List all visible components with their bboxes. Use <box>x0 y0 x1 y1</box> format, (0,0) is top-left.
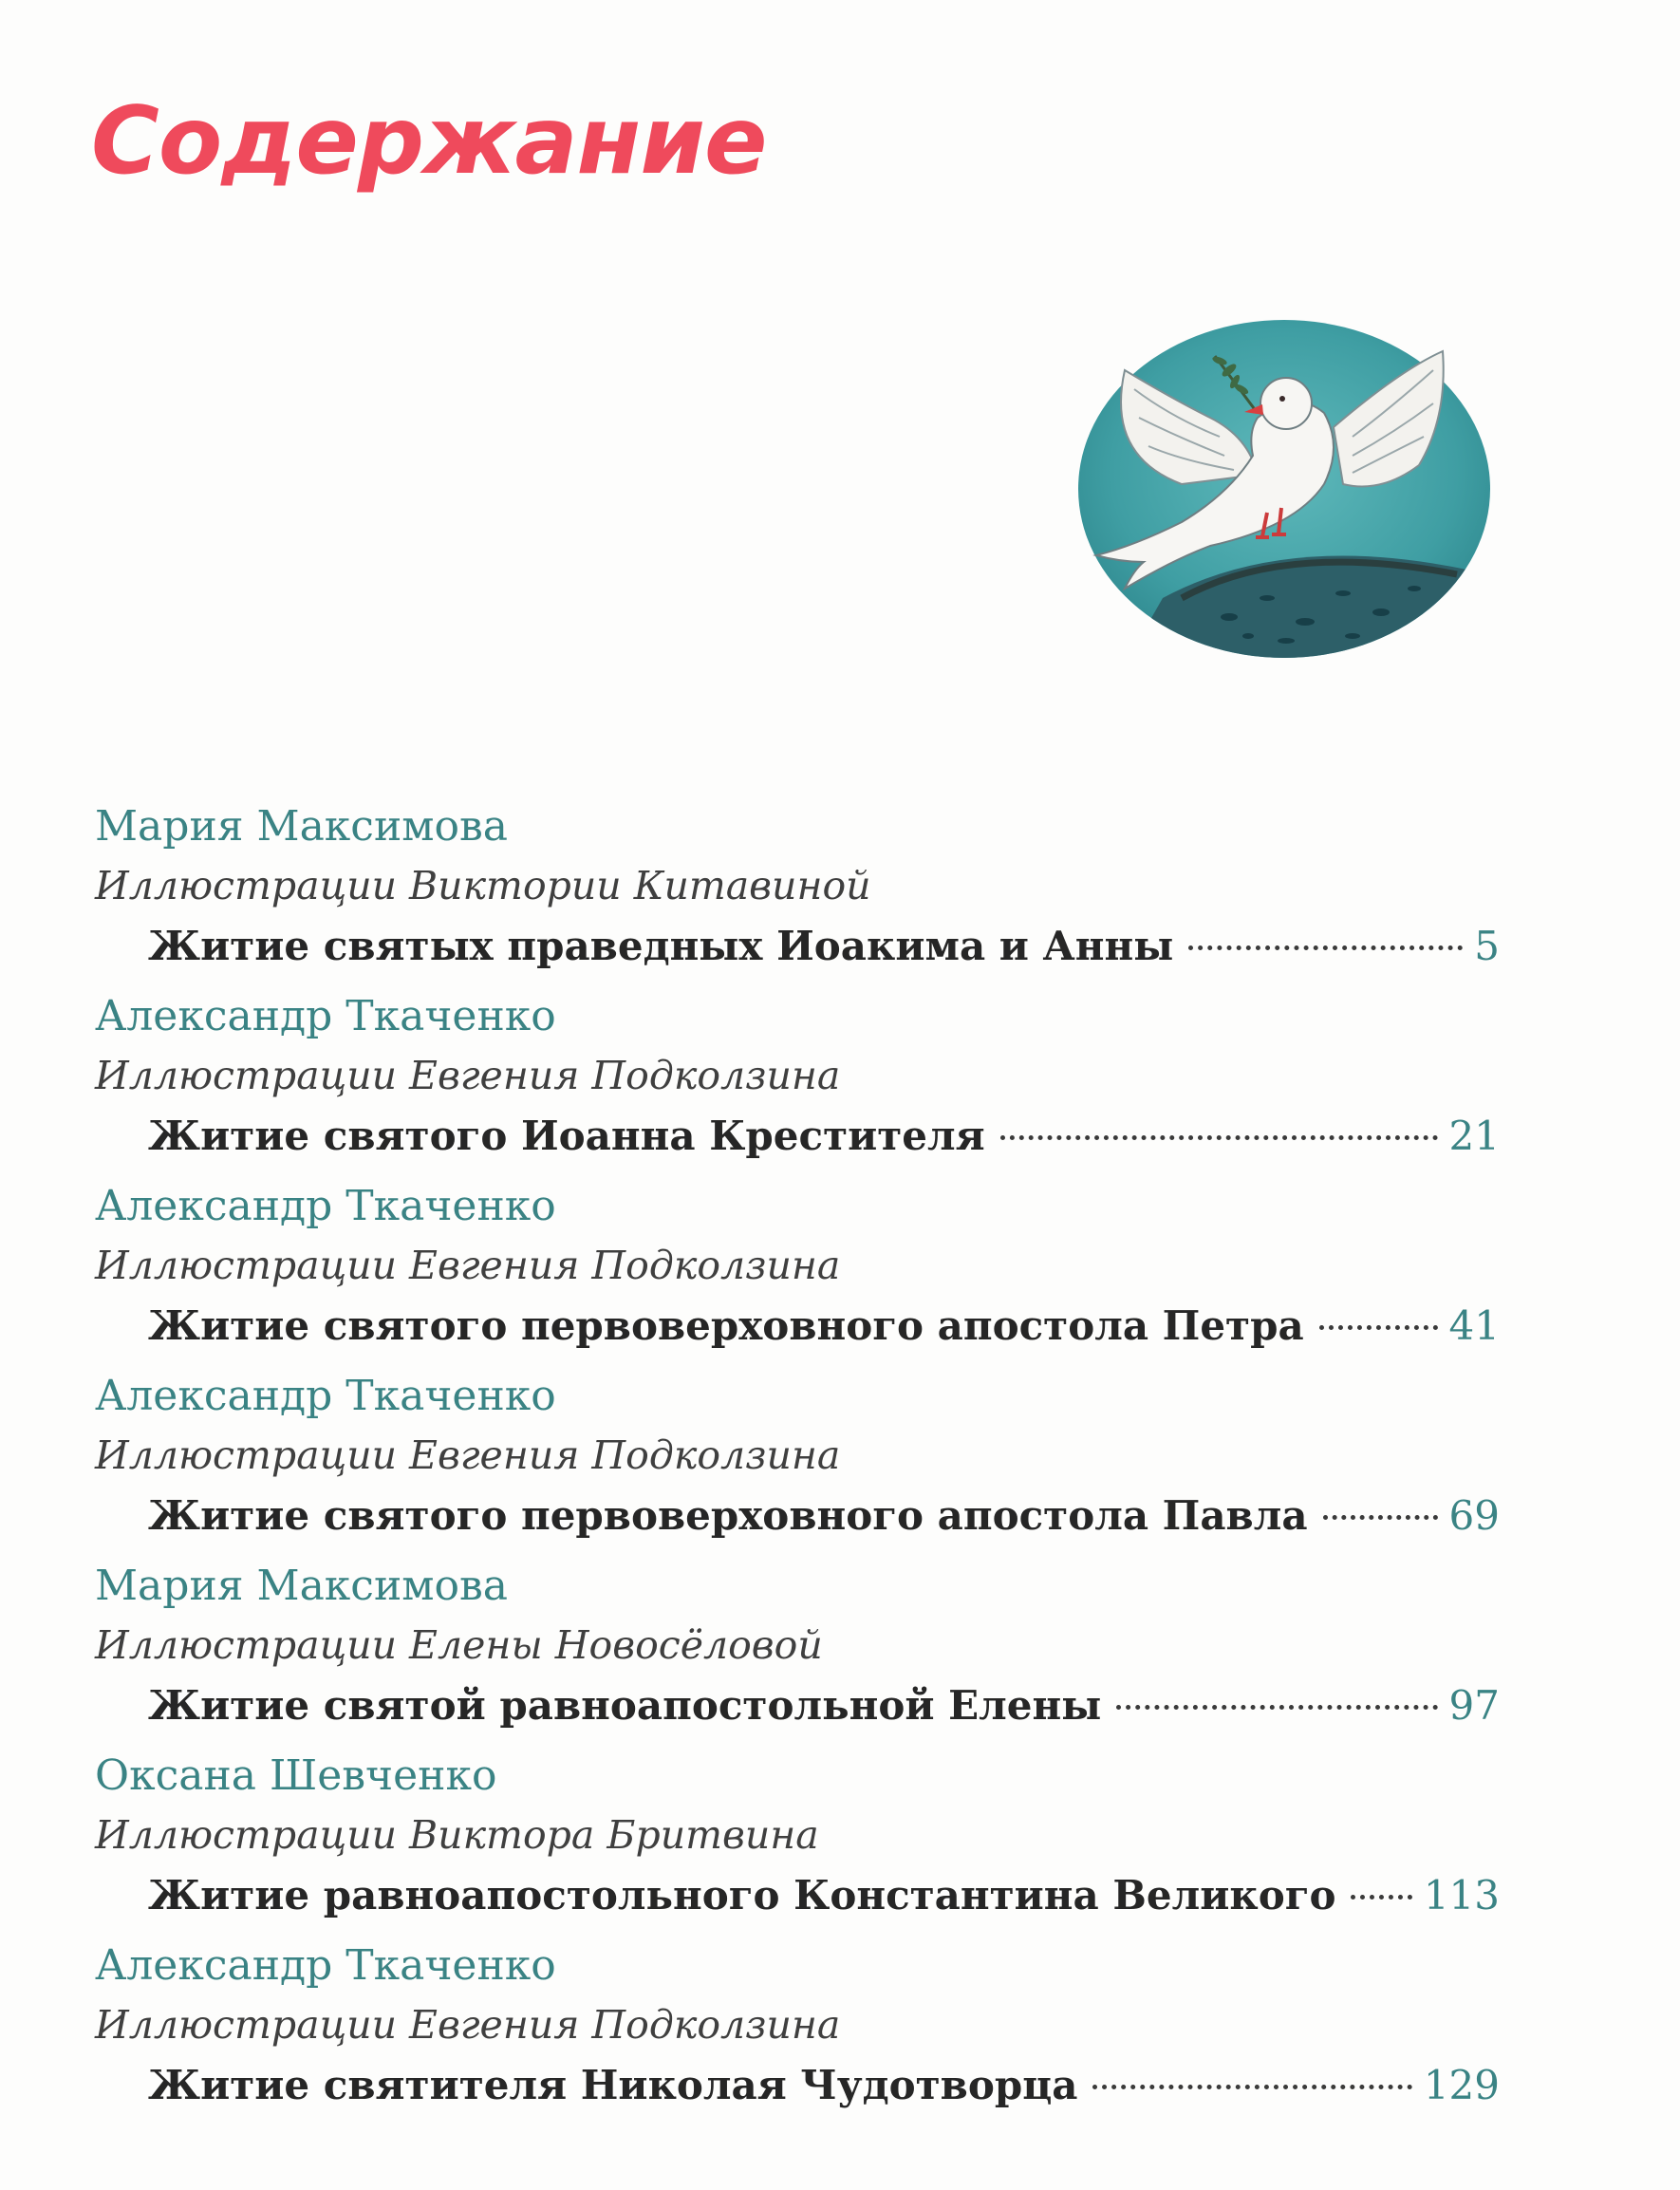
toc-entry-author: Мария Максимова <box>95 802 508 851</box>
dove-with-olive-branch-icon <box>1068 313 1495 664</box>
toc-entry-author: Александр Ткаченко <box>95 992 556 1040</box>
toc-entry-page-number: 113 <box>1423 1872 1500 1919</box>
toc-entry-page-number: 69 <box>1448 1492 1500 1539</box>
toc-entry-link[interactable] <box>148 2054 1500 2117</box>
toc-entry-illustrator: Иллюстрации Виктории Китавиной <box>95 863 871 908</box>
toc-entry-author: Мария Максимова <box>95 1562 508 1610</box>
toc-entry-page-number: 41 <box>1448 1302 1500 1349</box>
toc-entry-author: Оксана Шевченко <box>95 1751 497 1800</box>
dot-leader <box>1116 1705 1437 1710</box>
toc-entry-author: Александр Ткаченко <box>95 1941 556 1990</box>
toc-entry-title: Житие святого первоверховного апостола Павла <box>148 1492 1308 1539</box>
toc-entry <box>95 1935 1500 2124</box>
dove-illustration <box>1068 313 1495 664</box>
toc-entry-title: Житие равноапостольного Константина Великого <box>148 1872 1336 1919</box>
dot-leader <box>1319 1325 1438 1330</box>
toc-entry-title: Житие святых праведных Иоакима и Анны <box>148 923 1174 969</box>
toc-entry-illustrator: Иллюстрации Евгения Подколзина <box>95 2002 841 2048</box>
dot-leader <box>1092 2085 1411 2089</box>
dot-leader <box>1351 1895 1411 1900</box>
toc-entry-illustrator: Иллюстрации Евгения Подколзина <box>95 1243 841 1288</box>
page-title: Содержание <box>91 87 767 196</box>
toc-entry-page-number: 21 <box>1448 1113 1500 1159</box>
toc-entry <box>95 1745 1500 1935</box>
toc-entry-link[interactable] <box>148 915 1500 978</box>
toc-entry-author: Александр Ткаченко <box>95 1182 556 1230</box>
toc-entry-page-number: 97 <box>1448 1682 1500 1729</box>
toc-entry-illustrator: Иллюстрации Виктора Бритвина <box>95 1812 819 1858</box>
toc-entry-link[interactable] <box>148 1864 1500 1927</box>
toc-entry-title: Житие святой равноапостольной Елены <box>148 1682 1102 1729</box>
toc-entry <box>95 985 1500 1175</box>
toc-entry <box>95 1555 1500 1745</box>
toc-entry <box>95 1365 1500 1555</box>
toc-entry-illustrator: Иллюстрации Евгения Подколзина <box>95 1432 841 1478</box>
toc-entry <box>95 1175 1500 1365</box>
toc-entry-link[interactable] <box>148 1675 1500 1737</box>
toc-entry-link[interactable] <box>148 1295 1500 1357</box>
toc-entry-link[interactable] <box>148 1485 1500 1547</box>
toc-entry-page-number: 129 <box>1423 2062 1500 2108</box>
toc-entry-title: Житие святителя Николая Чудотворца <box>148 2062 1078 2108</box>
toc-entry-link[interactable] <box>148 1105 1500 1168</box>
toc-entry-illustrator: Иллюстрации Евгения Подколзина <box>95 1053 841 1098</box>
dot-leader <box>1000 1135 1438 1140</box>
toc-entry-page-number: 5 <box>1474 923 1500 969</box>
dot-leader <box>1188 945 1463 950</box>
toc-entry-author: Александр Ткаченко <box>95 1372 556 1420</box>
toc-entry-illustrator: Иллюстрации Елены Новосёловой <box>95 1622 823 1668</box>
toc-entry <box>95 796 1500 985</box>
toc-entry-title: Житие святого Иоанна Крестителя <box>148 1113 985 1159</box>
table-of-contents <box>95 796 1500 2124</box>
dot-leader <box>1323 1515 1438 1520</box>
toc-entry-title: Житие святого первоверховного апостола Петра <box>148 1302 1304 1349</box>
